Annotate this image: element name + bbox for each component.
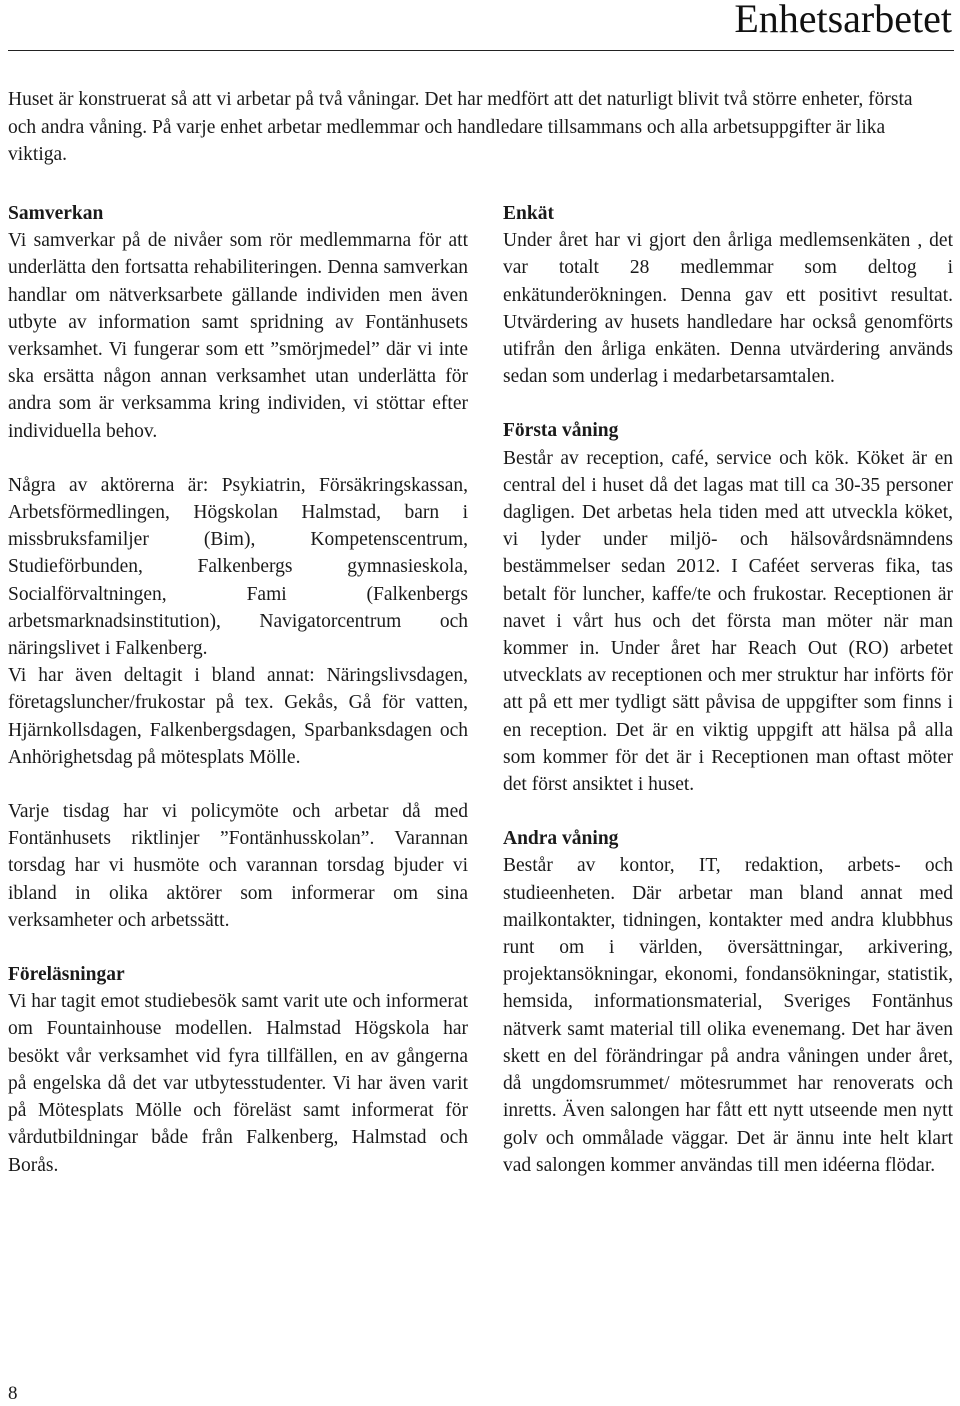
right-column	[503, 200, 953, 1179]
section-body-samverkan: Vi samverkar på de nivåer som rör medlemmarna för att underlätta den fortsatta rehabiliteringen. Denna samverkan handlar om nätverksarbete gällande individen men även utbyte av information samt spridning av Fontänhusets verksamhet. Vi fungerar som ett ”smörjmedel” där vi inte ska ersätta någon annan verksamhet utan underlätta för andra som är verksamma kring individen, vi stöttar efter individuella behov.	[8, 230, 468, 442]
section-heading-enkat: Enkät	[503, 203, 554, 224]
section-andra-vaning	[503, 825, 953, 1179]
section-heading-samverkan: Samverkan	[8, 203, 104, 224]
section-body-andra-vaning: Består av kontor, IT, redaktion, arbets- och studieenheten. Där arbetar man bland annat med mailkontakter, tidningen, kontakter med andra klubbhus runt om i världen, översättningar, arkivering, projektansökningar, ekonomi, fondansökningar, statistik, hemsida, informationsmaterial, Sveriges Fontänhus nätverk samt material till olika evenemang. Det har även skett en del förändringar på andra våningen under året, då ungdomsrummet/ mötesrummet har renoverats och inretts. Även salongen har fått ett nytt utseende men nytt golv och ommålade väggar. Det är ännu inte helt klart vad salongen kommer användas till men idéerna flödar.	[503, 855, 953, 1176]
section-enkat	[503, 200, 953, 390]
intro-paragraph: Huset är konstruerat så att vi arbetar på två våningar. Det har medfört att det naturligt blivit två större enheter, första och andra våning. På varje enhet arbetar medlemmar och handledare tillsammans och alla arbetsuppgifter är lika viktiga.	[8, 89, 913, 165]
section-body-mote: Varje tisdag har vi policymöte och arbetar då med Fontänhusets riktlinjer ”Fontänhusskolan”. Varannan torsdag har vi husmöte och varannan torsdag bjuder vi ibland in olika aktörer som informerar om sina verksamheter och arbetssätt.	[8, 801, 468, 931]
header-divider	[8, 50, 954, 51]
section-heading-forsta-vaning: Första våning	[503, 420, 619, 442]
section-heading-andra-vaning: Andra våning	[503, 828, 619, 850]
section-forsta-vaning	[503, 417, 953, 798]
page-title: Enhetsarbetet	[734, 0, 952, 41]
section-body-enkat: Under året har vi gjort den årliga medlemsenkäten , det var totalt 28 medlemmar som deltog i enkätunderökningen. Denna gav ett positivt resultat. Utvärdering av husets handledare har också genomförts utifrån den årliga enkäten. Denna utvärdering används sedan som underlag i medarbetarsamtalen.	[503, 230, 953, 388]
section-body-aktorer: Några av aktörerna är: Psykiatrin, Försäkringskassan, Arbetsförmedlingen, Högskolan Halmstad, barn i missbruksfamiljer (Bim), Kompetenscentrum, Studieförbunden, Falkenbergs gymnasieskola, Socialförvaltningen, Fami (Falkenbergs arbetsmarknadsinstitution), Navigatorcentrum och näringslivet i Falkenberg.	[8, 474, 468, 660]
section-forelasningar	[8, 961, 468, 1179]
left-column	[8, 200, 468, 1179]
section-heading-forelasningar: Föreläsningar	[8, 964, 125, 986]
section-samverkan	[8, 200, 468, 445]
section-body-forsta-vaning: Består av reception, café, service och kök. Köket är en central del i huset då det lagas mat till ca 30-35 personer dagligen. Det arbetas hela tiden med att utveckla köket, vi lyder under miljö- och hälsovårdsnämndens bestämmelser sedan 2012. I Caféet serveras fika, tas betalt för luncher, kaffe/te och frukostar. Receptionen är navet i vårt hus och det första man möter när man kommer in. Under året har Reach Out (RO) arbetet utvecklats av receptionen och mer struktur har införts för att på ett mer tydligt sätt påvisa de uppgifter som finns i en reception. Det är en viktig uppgift att hälsa på alla som kommer för det är i Receptionen man oftast möter det först ansiktet i huset.	[503, 447, 953, 796]
section-body-forelasningar: Vi har tagit emot studiebesök samt varit ute och informerat om Fountainhouse modellen. Halmstad Högskola har besökt vår verksamhet vid fyra tillfällen, en av gångerna på engelska då det var utbytesstudenter. Vi har även varit på Mötesplats Mölle och föreläst samt informerat för vårdutbildningar både från Falkenberg, Halmstad och Borås.	[8, 991, 468, 1176]
section-mote	[8, 798, 468, 934]
section-aktorer	[8, 472, 468, 771]
section-body-aktorer-events: Vi har även deltagit i bland annat: Näringslivsdagen, företagsluncher/frukostar på tex. Gekås, Gå för vatten, Hjärnkollsdagen, Falkenbergsdagen, Sparbanksdagen och Anhörighetsdag på mötesplats Mölle.	[8, 665, 468, 768]
page-number: 8	[8, 1383, 18, 1404]
